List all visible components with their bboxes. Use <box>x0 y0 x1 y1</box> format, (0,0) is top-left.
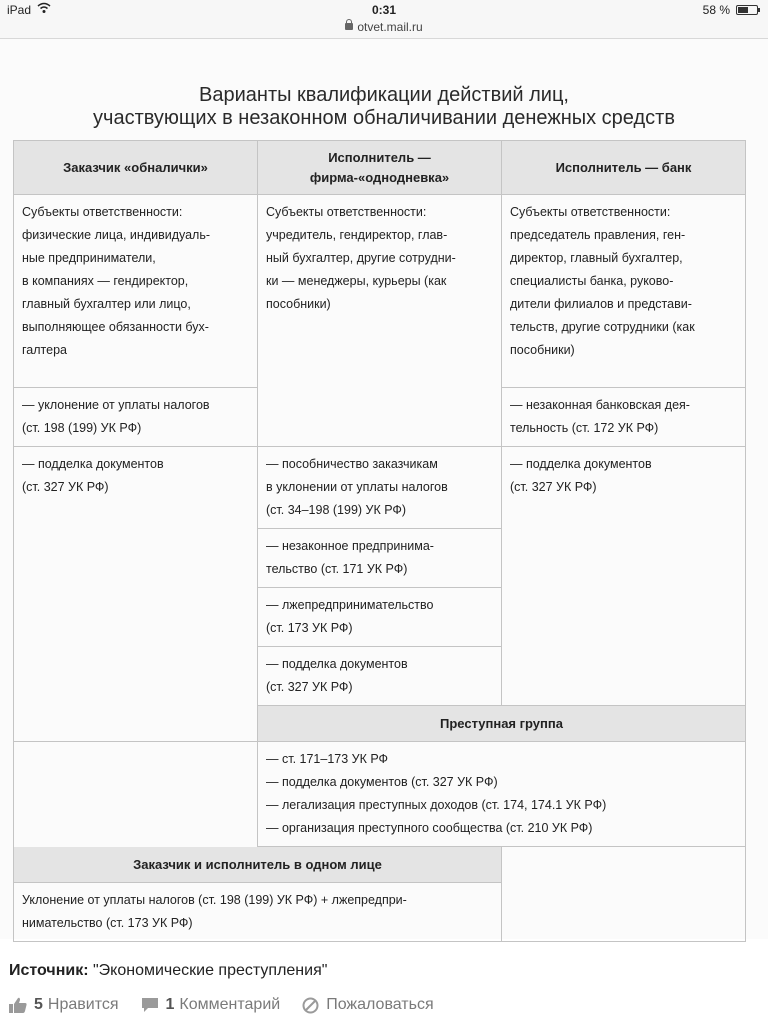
source-line <box>9 962 327 980</box>
figure-title-line-1: Варианты квалификации действий лиц, <box>199 84 569 106</box>
comments-button[interactable] <box>141 996 281 1014</box>
comment-count: 1 <box>165 996 175 1013</box>
qualification-table <box>13 140 746 942</box>
table-header-row <box>14 141 746 195</box>
criminal-group-title: Преступная группа <box>258 706 746 742</box>
report-label: Пожаловаться <box>326 996 434 1013</box>
shell-item-false-business: — лжепредпринимательство (ст. 173 УК РФ) <box>258 588 502 647</box>
report-button[interactable] <box>302 996 433 1014</box>
client-tax-evasion: — уклонение от уплаты налогов (ст. 198 (199) УК РФ) <box>14 388 258 447</box>
empty-cell <box>14 742 258 847</box>
same-person-title: Заказчик и исполнитель в одном лице <box>14 847 502 883</box>
like-count: 5 <box>34 996 43 1013</box>
answer-image <box>0 39 768 939</box>
header-bank: Исполнитель — банк <box>502 141 746 195</box>
battery-percent: 58 % <box>702 3 730 17</box>
status-bar <box>0 0 768 38</box>
comment-label: Комментарий <box>179 996 281 1013</box>
battery-icon <box>736 5 758 15</box>
comment-icon <box>141 997 159 1013</box>
figure-title <box>0 84 768 130</box>
clock: 0:31 <box>371 3 397 17</box>
source-value: "Экономические преступления" <box>92 962 328 979</box>
bank-forgery: — подделка документов (ст. 327 УК РФ) <box>502 447 746 706</box>
url-text: otvet.mail.ru <box>357 20 423 34</box>
header-client: Заказчик «обналички» <box>14 141 258 195</box>
shell-item-forgery: — подделка документов (ст. 327 УК РФ) <box>258 647 502 706</box>
subjects-bank: Субъекты ответственности: председатель правления, ген- директор, главный бухгалтер, специалисты банка, руково- дители филиалов и представи- тельств, другие сотрудники (как пособники) <box>502 195 746 388</box>
same-person-text: Уклонение от уплаты налогов (ст. 198 (199) УК РФ) + лжепредпри- нимательство (ст. 173 УК РФ) <box>14 883 502 942</box>
lock-icon <box>345 23 353 30</box>
action-bar <box>9 996 456 1014</box>
thumbs-up-icon <box>9 997 27 1013</box>
subjects-client: Субъекты ответственности: физические лица, индивидуаль- ные предприниматели, в компаниях — гендиректор, главный бухгалтер или лицо, выполняющее обязанности бух- галтера <box>14 195 258 388</box>
like-label: Нравится <box>47 996 119 1013</box>
shell-item-aiding: — пособничество заказчикам в уклонении от уплаты налогов (ст. 34–198 (199) УК РФ) <box>258 447 502 529</box>
criminal-group-items: — ст. 171–173 УК РФ — подделка документов (ст. 327 УК РФ) — легализация преступных доходов (ст. 174, 174.1 УК РФ) — организация преступного сообщества (ст. 210 УК РФ) <box>258 742 746 847</box>
table-row <box>14 742 746 847</box>
figure-title-line-2: участвующих в незаконном обналичивании денежных средств <box>93 107 675 129</box>
client-forgery: — подделка документов (ст. 327 УК РФ) <box>14 447 258 742</box>
shell-item-illegal-business: — незаконное предпринима- тельство (ст. 171 УК РФ) <box>258 529 502 588</box>
table-row <box>14 447 746 529</box>
header-shell-company: Исполнитель — фирма-«однодневка» <box>258 141 502 195</box>
table-row <box>14 195 746 388</box>
subjects-shell-company: Субъекты ответственности: учредитель, гендиректор, глав- ный бухгалтер, другие сотрудни- ки — менеджеры, курьеры (как пособники) <box>258 195 502 447</box>
like-button[interactable] <box>9 996 119 1014</box>
bank-illegal-banking: — незаконная банковская дея- тельность (ст. 172 УК РФ) <box>502 388 746 447</box>
empty-cell <box>502 847 746 942</box>
table-row <box>14 847 746 883</box>
address-bar[interactable] <box>0 20 768 34</box>
device-name: iPad <box>7 3 32 17</box>
block-icon <box>302 997 319 1014</box>
source-label: Источник: <box>9 962 89 979</box>
